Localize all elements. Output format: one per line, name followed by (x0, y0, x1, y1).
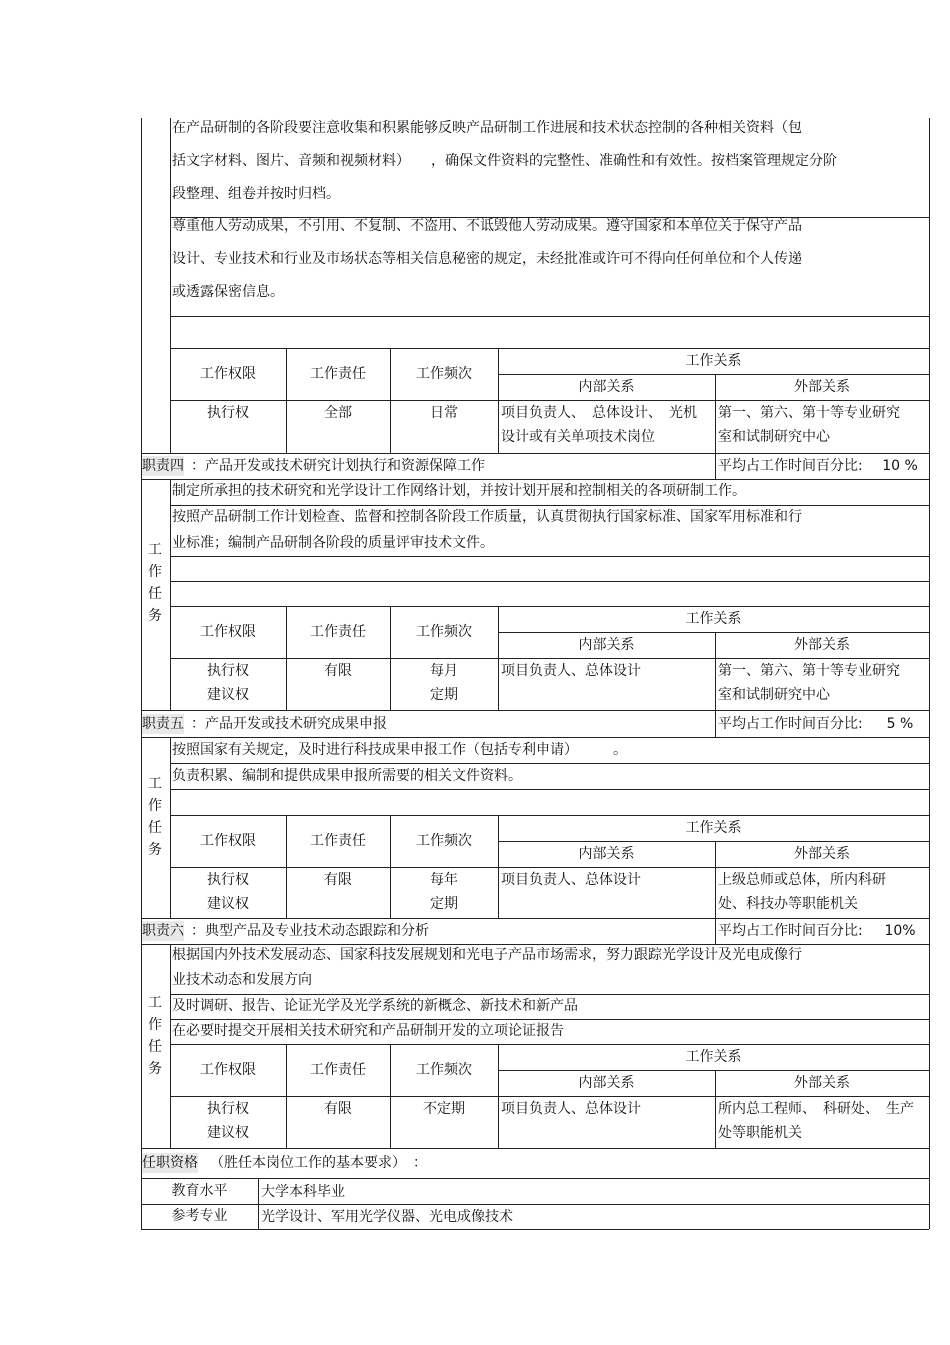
table-rule (170, 606, 929, 607)
header-responsibility: 工作责任 (310, 624, 366, 640)
header-frequency: 工作频次 (416, 624, 472, 640)
table-rule (170, 815, 929, 816)
table-rule (141, 1178, 929, 1179)
outer-border (141, 479, 142, 710)
table-rule (170, 867, 929, 868)
section-title: ：典型产品及专业技术动态跟踪和分析 (191, 923, 429, 939)
cell-external: 处、科技办等职能机关 (718, 896, 858, 912)
header-internal: 内部关系 (578, 1075, 635, 1091)
header-authority: 工作权限 (200, 833, 256, 849)
task-text: 在产品研制的各阶段要注意收集和积累能够反映产品研制工作进展和技术状态控制的各种相关资料（包 (172, 120, 802, 136)
table-rule (715, 453, 716, 479)
cell-internal: 项目负责人、总体设计 (501, 1101, 641, 1117)
table-rule (715, 710, 716, 737)
cell-authority: 建议权 (207, 1125, 249, 1141)
percent-value: 5 % (886, 715, 914, 732)
table-rule (141, 1204, 929, 1205)
header-relations: 工作关系 (685, 353, 742, 369)
outer-border (141, 944, 142, 1148)
table-rule (141, 737, 929, 738)
task-text: 或透露保密信息。 (172, 284, 284, 300)
task-text: 括文字材料、图片、音频和视频材料） ，确保文件资料的完整性、准确性和有效性。按档案管理规定分阶 (172, 153, 837, 169)
task-column-label: 任 (148, 586, 162, 602)
task-column-label: 作 (148, 564, 162, 580)
table-rule (929, 118, 930, 453)
task-column-label: 工 (148, 776, 162, 792)
task-column-label: 任 (148, 1039, 162, 1055)
task-text: 及时调研、报告、论证光学及光学系统的新概念、新技术和新产品 (172, 998, 578, 1014)
cell-authority: 建议权 (207, 687, 249, 703)
cell-authority: 执行权 (207, 405, 249, 421)
cell-external: 室和试制研究中心 (718, 687, 830, 703)
cell-internal: 项目负责人、 总体设计、 光机 (501, 405, 697, 421)
cell-frequency: 每月 (430, 663, 458, 679)
table-rule (170, 789, 929, 790)
header-relations: 工作关系 (685, 1049, 742, 1065)
cell-responsibility: 全部 (324, 405, 352, 421)
table-rule (170, 581, 929, 582)
cell-frequency: 不定期 (423, 1101, 465, 1117)
education-value: 大学本科毕业 (261, 1184, 345, 1200)
header-internal: 内部关系 (578, 637, 635, 653)
task-column-label: 任 (148, 820, 162, 836)
table-rule (929, 737, 930, 918)
table-rule (141, 453, 929, 454)
table-rule (170, 1096, 929, 1097)
task-column-label: 务 (148, 842, 162, 858)
header-responsibility: 工作责任 (310, 366, 366, 382)
task-text: 段整理、组卷并按时归档。 (172, 186, 340, 202)
table-rule (170, 316, 929, 317)
cell-external: 第一、第六、第十等专业研究 (718, 663, 900, 679)
table-rule (929, 479, 930, 710)
cell-external: 上级总师或总体，所内科研 (718, 872, 886, 888)
task-text: 设计、专业技术和行业及市场状态等相关信息秘密的规定，未经批准或许可不得向任何单位和个人传递 (172, 251, 802, 267)
percent-value: 10 % (882, 458, 918, 474)
percent-value: 10% (884, 923, 916, 939)
table-rule (498, 1070, 929, 1071)
table-rule (929, 1148, 930, 1229)
header-external: 外部关系 (794, 379, 850, 395)
header-external: 外部关系 (794, 1075, 850, 1091)
cell-authority: 执行权 (207, 1101, 249, 1117)
table-rule (141, 918, 929, 919)
cell-responsibility: 有限 (324, 872, 352, 888)
task-column-label: 工 (148, 542, 162, 558)
percent-label: 平均占工作时间百分比: (718, 458, 863, 474)
task-text: 业标准；编制产品研制各阶段的质量评审技术文件。 (172, 535, 494, 551)
header-internal: 内部关系 (578, 846, 635, 862)
task-text: 制定所承担的技术研究和光学设计工作网络计划，并按计划开展和控制相关的各项研制工作。 (172, 483, 746, 499)
task-text: 按照产品研制工作计划检查、监督和控制各阶段工作质量，认真贯彻执行国家标准、国家军用标准和行 (172, 509, 802, 525)
table-rule (498, 632, 929, 633)
task-text: 尊重他人劳动成果，不引用、不复制、不盗用、不诋毁他人劳动成果。遵守国家和本单位关于保守产品 (172, 218, 802, 234)
cell-authority: 执行权 (207, 663, 249, 679)
section-label: 职责六 (142, 923, 184, 939)
section-label: 职责四 (142, 458, 184, 474)
major-value: 光学设计、军用光学仪器、光电成像技术 (261, 1209, 513, 1225)
qualification-subtitle: （胜任本岗位工作的基本要求） ： (210, 1155, 427, 1171)
cell-frequency: 每年 (430, 872, 458, 888)
cell-frequency: 定期 (430, 687, 458, 703)
table-rule (170, 994, 929, 995)
cell-internal: 设计或有关单项技术岗位 (501, 429, 655, 445)
header-internal: 内部关系 (578, 379, 635, 395)
cell-frequency: 定期 (430, 896, 458, 912)
task-column-label: 务 (148, 608, 162, 624)
task-text: 按照国家有关规定，及时进行科技成果申报工作（包括专利申请） 。 (172, 742, 627, 758)
header-responsibility: 工作责任 (310, 833, 366, 849)
table-rule (258, 1178, 259, 1229)
cell-authority: 执行权 (207, 872, 249, 888)
cell-frequency: 日常 (430, 405, 458, 421)
table-rule (498, 374, 929, 375)
table-rule (170, 505, 929, 506)
task-column-label: 作 (148, 798, 162, 814)
header-responsibility: 工作责任 (310, 1062, 366, 1078)
qualification-label: 任职资格 (142, 1155, 198, 1171)
cell-external: 处等职能机关 (718, 1125, 802, 1141)
cell-internal: 项目负责人、总体设计 (501, 663, 641, 679)
cell-internal: 项目负责人、总体设计 (501, 872, 641, 888)
header-frequency: 工作频次 (416, 833, 472, 849)
table-rule (170, 400, 929, 401)
table-rule (170, 348, 929, 349)
header-external: 外部关系 (794, 637, 850, 653)
outer-border (141, 118, 142, 453)
cell-external: 所内总工程师、 科研处、 生产 (718, 1101, 914, 1117)
table-rule (498, 841, 929, 842)
education-label: 教育水平 (171, 1183, 228, 1199)
percent-label: 平均占工作时间百分比: (718, 923, 863, 939)
table-rule (141, 710, 929, 711)
header-relations: 工作关系 (685, 611, 742, 627)
outer-border (141, 737, 142, 918)
cell-responsibility: 有限 (324, 663, 352, 679)
table-rule (170, 556, 929, 557)
task-text: 负责积累、编制和提供成果申报所需要的相关文件资料。 (172, 768, 522, 784)
section-title: ：产品开发或技术研究成果申报 (191, 715, 387, 732)
header-authority: 工作权限 (200, 366, 256, 382)
table-rule (170, 1044, 929, 1045)
table-rule (929, 944, 930, 1148)
task-column-label: 务 (148, 1061, 162, 1077)
cell-external: 室和试制研究中心 (718, 429, 830, 445)
table-rule (170, 658, 929, 659)
header-frequency: 工作频次 (416, 366, 472, 382)
table-rule (715, 918, 716, 944)
table-rule (170, 1019, 929, 1020)
section-label: 职责五 (142, 715, 184, 732)
task-column-label: 工 (148, 995, 162, 1011)
header-authority: 工作权限 (200, 1062, 256, 1078)
cell-authority: 建议权 (207, 896, 249, 912)
major-label: 参考专业 (171, 1208, 228, 1224)
section-title: ：产品开发或技术研究计划执行和资源保障工作 (191, 458, 485, 474)
table-rule (141, 1148, 929, 1149)
header-relations: 工作关系 (685, 820, 742, 836)
header-frequency: 工作频次 (416, 1062, 472, 1078)
cell-external: 第一、第六、第十等专业研究 (718, 405, 900, 421)
task-column-label: 作 (148, 1017, 162, 1033)
table-rule (141, 1229, 929, 1230)
task-text: 根据国内外技术发展动态、国家科技发展规划和光电子产品市场需求，努力跟踪光学设计及光电成像行 (172, 947, 802, 963)
table-rule (170, 763, 929, 764)
table-rule (141, 479, 929, 480)
header-authority: 工作权限 (200, 624, 256, 640)
cell-responsibility: 有限 (324, 1101, 352, 1117)
percent-label: 平均占工作时间百分比: (718, 715, 863, 732)
task-text: 业技术动态和发展方向 (172, 972, 312, 988)
task-text: 在必要时提交开展相关技术研究和产品研制开发的立项论证报告 (172, 1023, 564, 1039)
header-external: 外部关系 (794, 846, 850, 862)
